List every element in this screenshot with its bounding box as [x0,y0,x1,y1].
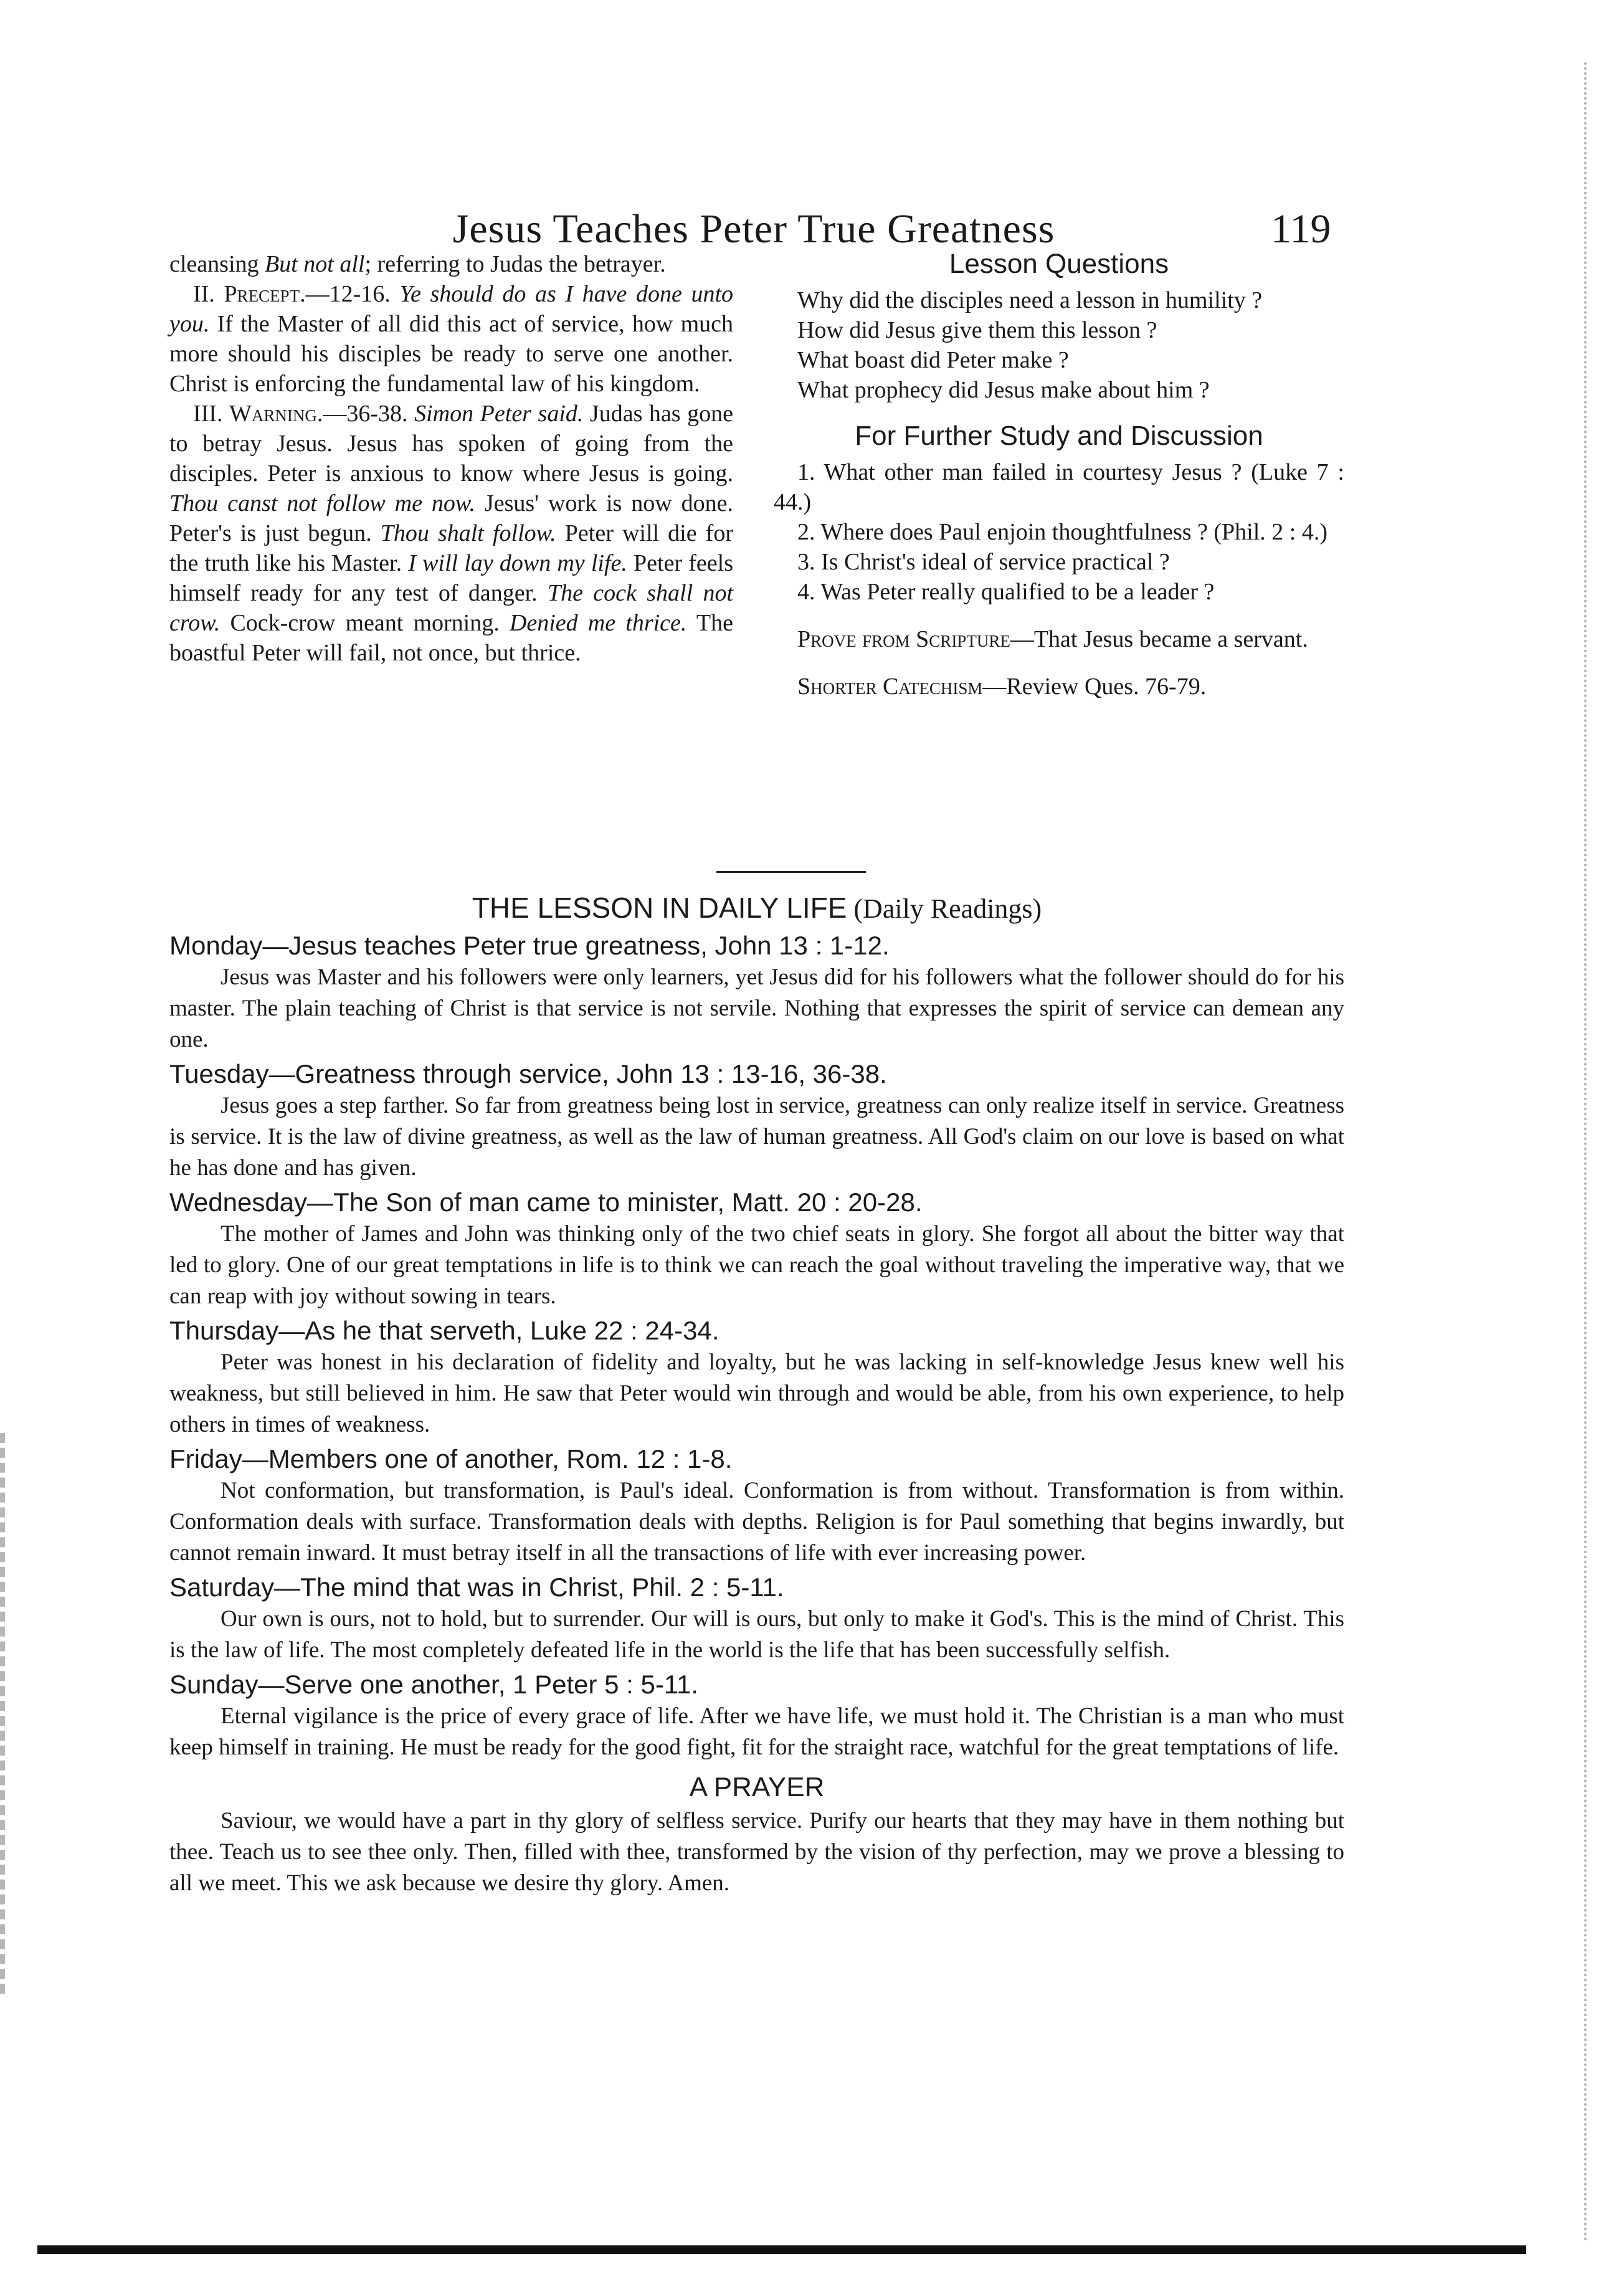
question-item: What prophecy did Jesus make about him ? [797,377,1210,403]
italic-quote: Thou canst not follow me now. [169,490,475,516]
day-reading-thursday [169,1315,1344,1440]
paragraph-cleansing [169,249,733,279]
catechism-label: Shorter Catechism [797,673,983,700]
section-label: Precept. [224,281,306,307]
day-heading: Thursday—As he that serveth, Luke 22 : 24-34. [169,1316,719,1345]
daily-readings-section [169,890,1344,1899]
text-run: ; referring to Judas the betrayer. [364,251,666,277]
study-item: 4. Was Peter really qualified to be a leader ? [797,579,1215,605]
day-body: Jesus was Master and his followers were only learners, yet Jesus did for his followers what the follower should do for his master. The plain teaching of Christ is that service is not servile. Nothing that expresses the spirit of service can demean any one. [169,964,1344,1052]
day-heading: Sunday—Serve one another, 1 Peter 5 : 5-11. [169,1670,699,1699]
verse-ref: —36-38. [323,401,415,427]
day-body: Eternal vigilance is the price of every grace of life. After we have life, we must hold it. The Christian is a man who must keep himself in training. He must be ready for the good fight, fit for the straight race, watchful for the great temptations of life. [169,1703,1344,1760]
further-study-heading: For Further Study and Discussion [855,421,1263,451]
paragraph-warning [169,399,733,668]
daily-subtitle: (Daily Readings) [847,893,1042,924]
day-reading-sunday [169,1668,1344,1763]
scan-edge-marks [1584,62,1624,2243]
page-number: 119 [1271,206,1331,252]
day-body: Jesus goes a step farther. So far from greatness being lost in service, greatness can only realize itself in service. Greatness is service. It is the law of divine greatness, as well as the law of human greatness. All God's claim on our love is based on what he has done and has given. [169,1093,1344,1181]
paragraph-precept [169,279,733,399]
section-label: Warning. [229,401,323,427]
day-heading: Wednesday—The Son of man came to minister, Matt. 20 : 20-28. [169,1187,923,1217]
day-body: The mother of James and John was thinking only of the two chief seats in glory. She forgot all about the bitter way that led to glory. One of our great temptations in life is to think we can reach the goal without traveling the imperative way, that we can reap with joy without sowing in tears. [169,1221,1344,1309]
day-reading-saturday [169,1571,1344,1666]
section-number: II. [193,281,224,307]
italic-quote: Ye should do as I have done unto you. [169,281,734,337]
text-run: If the Master of all did this act of service, how much more should his disciples be ready to serve one another. Christ is enforcing the fundamental law of his kingdom. [169,311,733,397]
day-reading-tuesday [169,1058,1344,1184]
verse-ref: —12-16. [305,281,400,307]
text-run: Judas has gone to betray Jesus. Jesus has spoken of going from the disciples. Peter is anxious to know where Jesus is going. [169,401,734,487]
catechism-text: —Review Ques. 76-79. [982,673,1207,700]
left-column [169,249,733,668]
day-body: Peter was honest in his declaration of fidelity and loyalty, but he was lacking in self-knowledge Jesus knew well his weakness, but still believed in him. He saw that Peter would win through and would be able, from his own experience, to help others in times of weakness. [169,1349,1344,1437]
text-run: Peter will die for the truth like his Master. [169,520,733,576]
prove-from-scripture [774,624,1344,654]
study-item: 3. Is Christ's ideal of service practical ? [797,549,1170,575]
italic-quote: Simon Peter said. [414,401,584,427]
shorter-catechism [774,672,1344,702]
text-run: Jesus' work is now done. Peter's is just begun. [169,490,734,546]
italic-quote: The cock shall not crow. [169,580,733,636]
day-reading-monday [169,930,1344,1055]
text-run: The boastful Peter will fail, not once, but thrice. [169,610,733,666]
italic-quote: I will lay down my life. [408,550,627,576]
daily-readings-title [169,890,1344,927]
text-run: Cock-crow meant morning. [220,610,510,636]
question-item: How did Jesus give them this lesson ? [797,317,1157,343]
study-item: 2. Where does Paul enjoin thoughtfulness ? (Phil. 2 : 4.) [797,519,1328,545]
text-run: cleansing [169,251,265,277]
lesson-questions-heading: Lesson Questions [949,249,1169,279]
study-item: 1. What other man failed in courtesy Jesus ? (Luke 7 : 44.) [774,459,1344,515]
day-reading-wednesday [169,1186,1344,1312]
day-heading: Monday—Jesus teaches Peter true greatness, John 13 : 1-12. [169,931,890,960]
day-heading: Saturday—The mind that was in Christ, Phil. 2 : 5-11. [169,1573,784,1602]
page-title: Jesus Teaches Peter True Greatness [452,206,1055,252]
day-heading: Tuesday—Greatness through service, John 13 : 13-16, 36-38. [169,1059,887,1088]
section-divider [716,871,866,873]
text-run: Peter feels himself ready for any test of danger. [169,550,734,606]
scan-left-edge [0,1433,16,1994]
day-heading: Friday—Members one of another, Rom. 12 : 1-8. [169,1444,733,1473]
day-reading-friday [169,1443,1344,1569]
question-item: What boast did Peter make ? [797,347,1069,373]
bottom-rule [37,2245,1526,2254]
right-column [774,249,1344,702]
prayer-heading: A PRAYER [689,1772,825,1802]
question-item: Why did the disciples need a lesson in humility ? [797,287,1263,313]
daily-title-text: THE LESSON IN DAILY LIFE [472,892,847,924]
section-number: III. [193,401,230,427]
prove-text: —That Jesus became a servant. [1010,626,1308,652]
day-body: Not conformation, but transformation, is Paul's ideal. Conformation is from without. Transformation is from within. Conformation deals with surface. Transformation deals with depths. Religion is for Paul something that begins inwardly, but cannot remain inward. It must betray itself in all the transactions of life with ever increasing power. [169,1478,1344,1566]
italic-quote: Denied me thrice. [509,610,687,636]
prove-label: Prove from Scripture [797,626,1010,652]
prayer-body: Saviour, we would have a part in thy glory of selfless service. Purify our hearts that they may have in them nothing but thee. Teach us to see thee only. Then, filled with thee, transformed by the vision of thy perfection, may we prove a blessing to all we meet. This we ask because we desire thy glory. Amen. [169,1808,1344,1896]
day-body: Our own is ours, not to hold, but to surrender. Our will is ours, but only to make it God's. This is the mind of Christ. This is the law of life. The most completely defeated life in the world is the life that has been successfully selfish. [169,1606,1344,1663]
italic-quote: Thou shalt follow. [380,520,556,546]
italic-quote: But not all [265,251,365,277]
